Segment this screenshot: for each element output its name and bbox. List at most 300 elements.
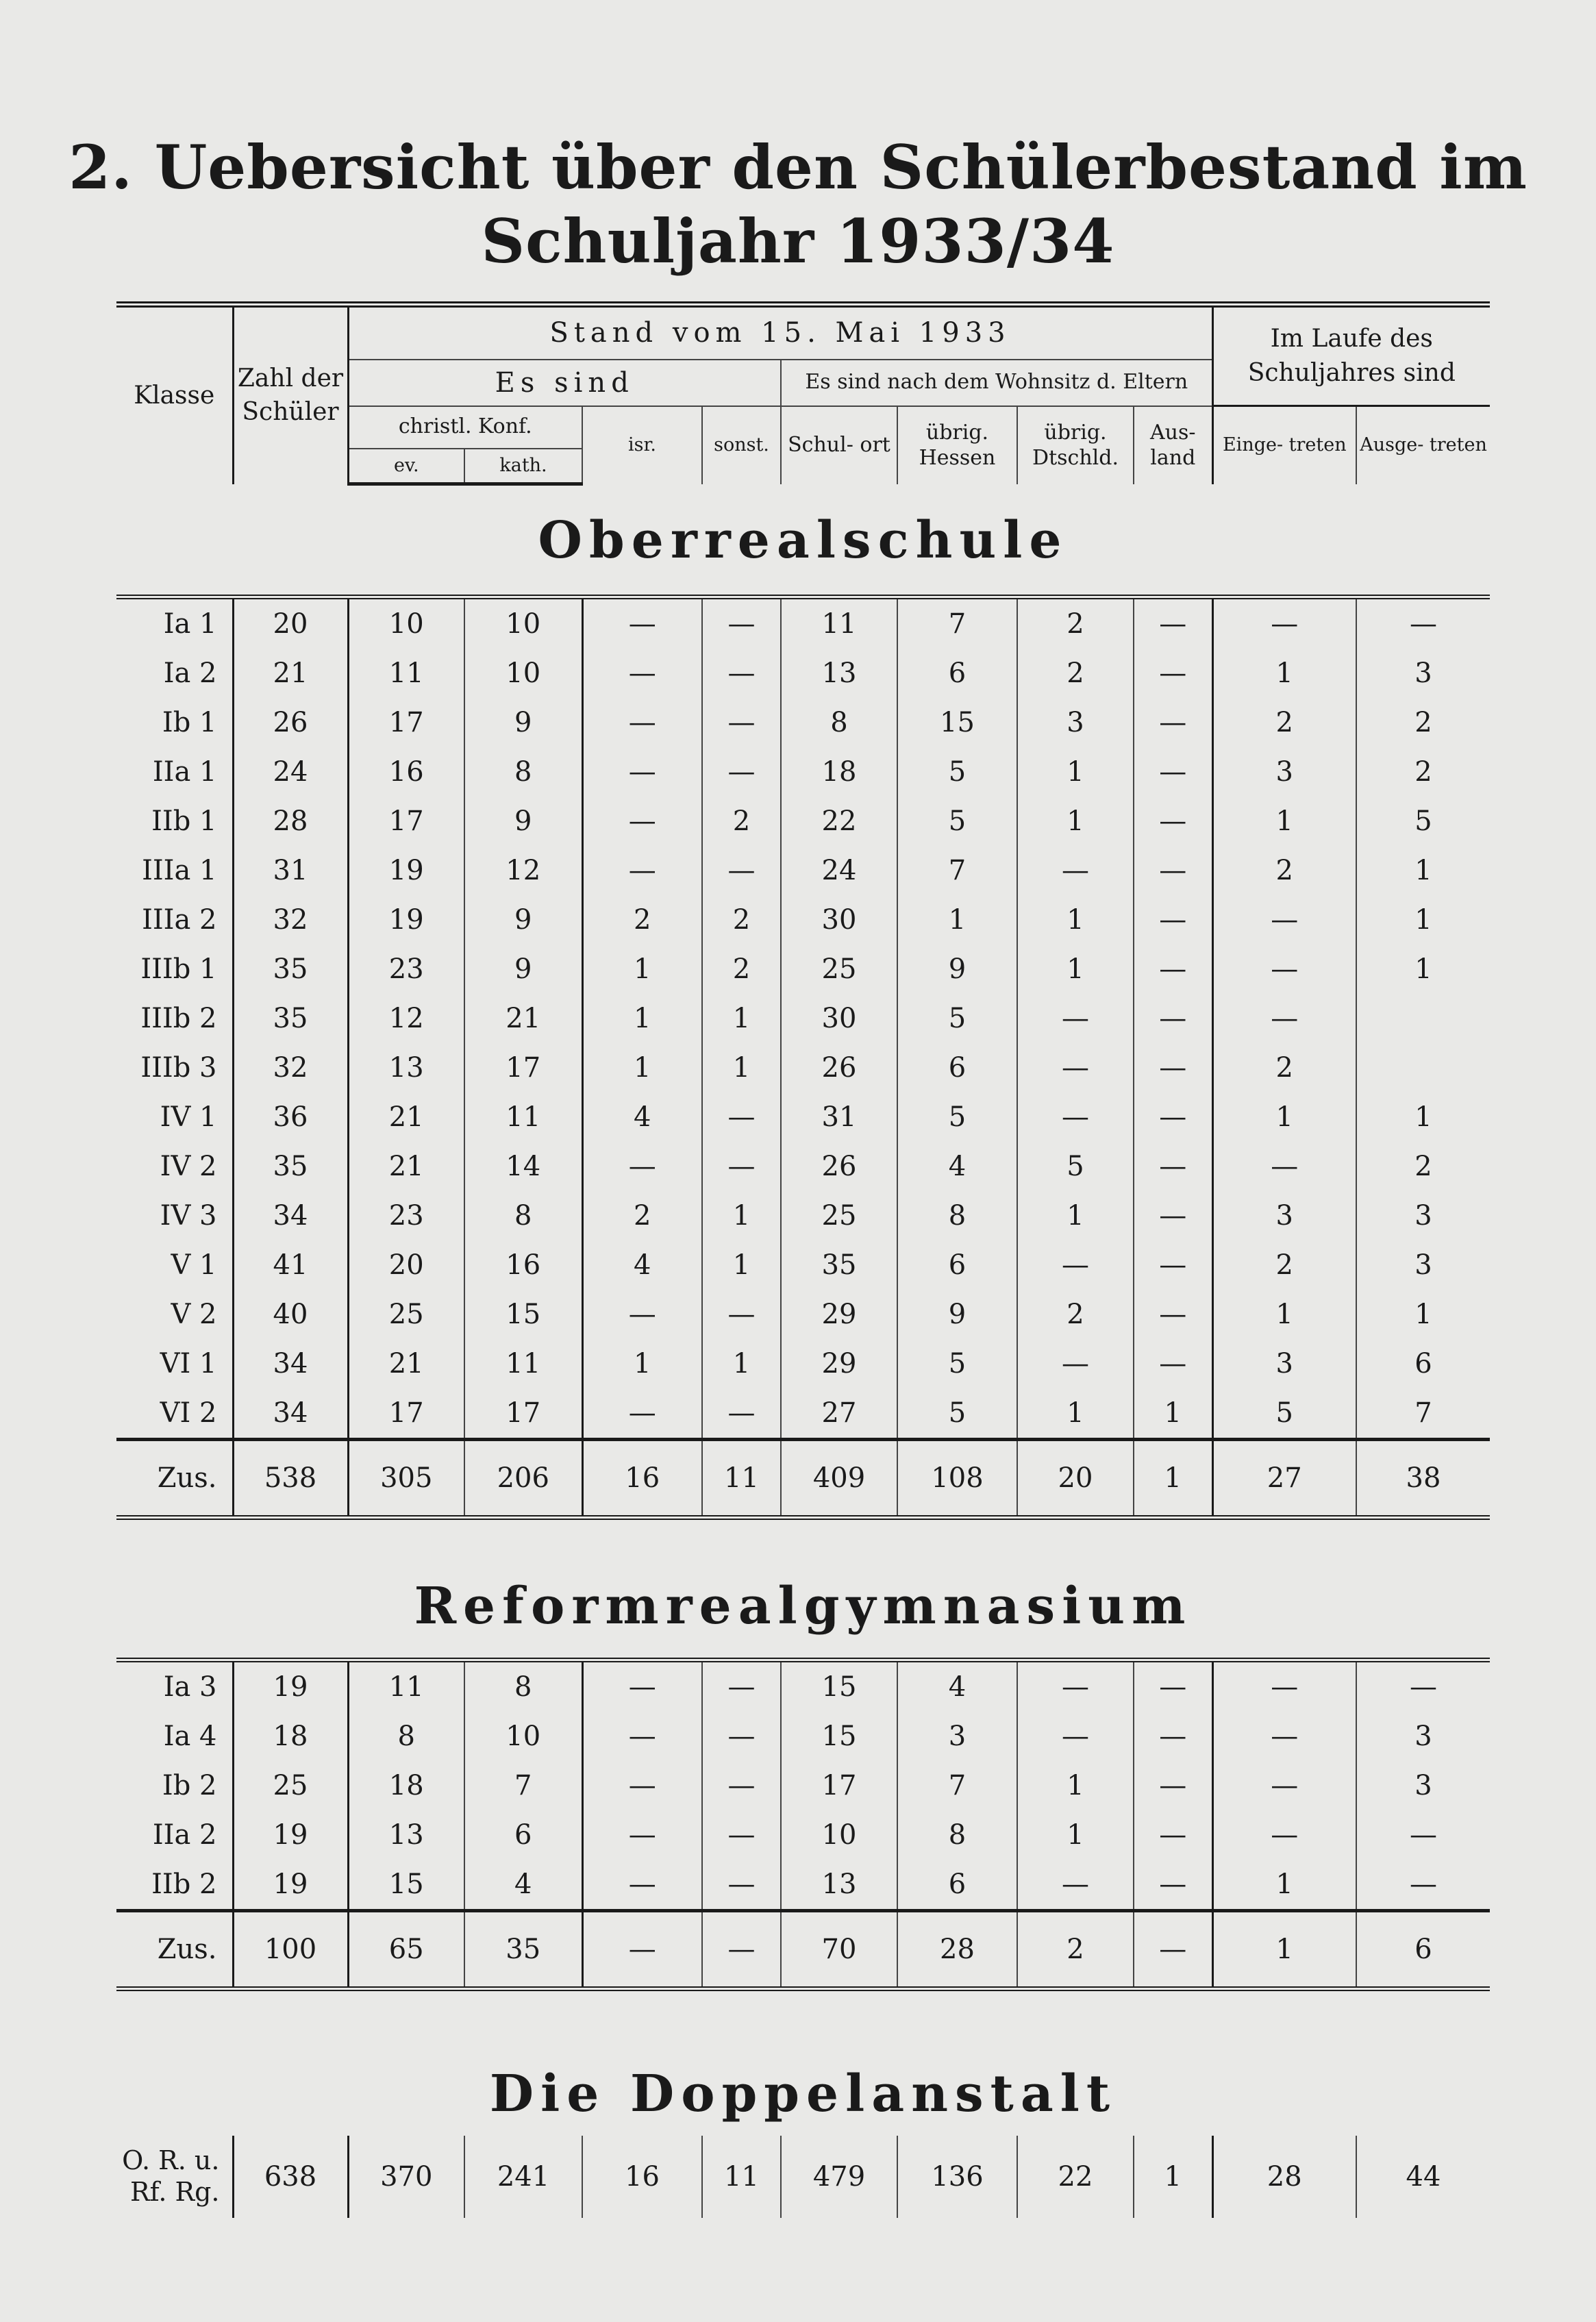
table-cell: — <box>1134 1660 1212 1712</box>
table-cell: 3 <box>1356 1191 1490 1240</box>
table-cell: 1 <box>702 1339 781 1388</box>
table-cell: 9 <box>464 797 582 846</box>
table-cell: — <box>1017 1339 1134 1388</box>
table-cell: 8 <box>348 1712 464 1761</box>
table-cell: — <box>582 1388 702 1440</box>
header-isr: isr. <box>582 406 702 484</box>
table-cell: 8 <box>464 1660 582 1712</box>
header-wohnsitz: Es sind nach dem Wohnsitz d. Eltern <box>781 360 1212 406</box>
header-uebrig-hessen: übrig. Hessen <box>897 406 1017 484</box>
class-label: V 2 <box>171 1299 217 1330</box>
sum-cell: 206 <box>464 1440 582 1518</box>
header-im-laufe: Im Laufe des Schuljahres sind <box>1212 305 1490 406</box>
table-cell: — <box>1134 1290 1212 1339</box>
table-cell: 17 <box>348 797 464 846</box>
table-cell: 2 <box>582 1191 702 1240</box>
table-cell: 11 <box>702 2136 781 2218</box>
class-label: IV 3 <box>160 1200 217 1232</box>
table-cell: 19 <box>233 1810 348 1860</box>
table-cell: 9 <box>464 895 582 945</box>
table-cell: — <box>1134 1712 1212 1761</box>
table-cell: — <box>582 747 702 797</box>
table-cell: 24 <box>233 747 348 797</box>
class-label: Ia 1 <box>163 608 217 640</box>
section-title-oberrealschule: Oberrealschule <box>538 511 1069 570</box>
table-cell: — <box>702 1388 781 1440</box>
table-cell: 1 <box>1356 1290 1490 1339</box>
table-cell: 25 <box>781 945 897 994</box>
class-label: IIIa 2 <box>142 904 217 936</box>
table-cell: 15 <box>348 1860 464 1911</box>
table-row <box>116 1191 1490 1240</box>
table-cell: 22 <box>781 797 897 846</box>
doppel-label-line2: Rf. Rg. <box>130 2177 220 2207</box>
table-cell: 11 <box>781 597 897 649</box>
table-cell: 1 <box>1212 797 1356 846</box>
table-row <box>116 747 1490 797</box>
sum-cell: 65 <box>348 1911 464 1989</box>
table-cell: — <box>702 1810 781 1860</box>
table-row <box>116 1860 1490 1911</box>
table-cell: 638 <box>233 2136 348 2218</box>
table-cell: 1 <box>1017 1761 1134 1810</box>
table-cell: 9 <box>464 698 582 747</box>
table-cell: — <box>1356 1810 1490 1860</box>
table-cell: 2 <box>1356 747 1490 797</box>
table-cell: 16 <box>348 747 464 797</box>
table-cell: 3 <box>897 1712 1017 1761</box>
sum-cell: 38 <box>1356 1440 1490 1518</box>
table-row <box>116 1142 1490 1191</box>
table-cell: 19 <box>233 1660 348 1712</box>
table-cell: 5 <box>1212 1388 1356 1440</box>
table-cell: 15 <box>781 1712 897 1761</box>
table-cell: 32 <box>233 895 348 945</box>
class-label: Ia 3 <box>163 1671 217 1703</box>
table-cell: 17 <box>464 1388 582 1440</box>
table-cell: — <box>1017 1093 1134 1142</box>
doppel-label <box>116 2136 233 2218</box>
table-row <box>116 846 1490 895</box>
table-cell: 19 <box>233 1860 348 1911</box>
sum-cell: 70 <box>781 1911 897 1989</box>
table-cell: 35 <box>781 1240 897 1290</box>
sum-cell: 11 <box>702 1440 781 1518</box>
table-cell: 2 <box>1212 698 1356 747</box>
table-cell: 1 <box>1212 1860 1356 1911</box>
table-cell: 36 <box>233 1093 348 1142</box>
table-cell: — <box>1134 597 1212 649</box>
header-schulort: Schul- ort <box>781 406 897 484</box>
table-cell: 35 <box>233 945 348 994</box>
sum-cell: 16 <box>582 1440 702 1518</box>
table-cell: 1 <box>1017 747 1134 797</box>
table-cell: 3 <box>1356 1712 1490 1761</box>
table-cell <box>1356 994 1490 1043</box>
table-cell: 7 <box>897 846 1017 895</box>
class-label: IV 2 <box>160 1151 217 1182</box>
table-cell: 2 <box>1017 1290 1134 1339</box>
table-cell: 2 <box>1356 1142 1490 1191</box>
table-cell: 5 <box>897 1339 1017 1388</box>
section-title-doppelanstalt: Die Doppelanstalt <box>489 2064 1117 2123</box>
header-christl: christl. Konf. <box>348 406 582 449</box>
table-cell: 17 <box>781 1761 897 1810</box>
table-cell: 9 <box>897 1290 1017 1339</box>
table-cell: 5 <box>897 1093 1017 1142</box>
table-cell: — <box>1134 698 1212 747</box>
table-cell: — <box>1212 1660 1356 1712</box>
table-cell: 16 <box>464 1240 582 1290</box>
table-row <box>116 1290 1490 1339</box>
table-cell: 6 <box>897 1043 1017 1093</box>
table-cell: 1 <box>1017 895 1134 945</box>
table-cell: 26 <box>233 698 348 747</box>
table-cell: 1 <box>1356 895 1490 945</box>
table-cell: 15 <box>781 1660 897 1712</box>
sum-cell: — <box>702 1911 781 1989</box>
table-cell: 2 <box>1212 846 1356 895</box>
table-cell: 20 <box>233 597 348 649</box>
table-cell: 21 <box>348 1339 464 1388</box>
table-cell: 23 <box>348 1191 464 1240</box>
table-cell: 10 <box>348 597 464 649</box>
table-cell: 1 <box>702 1043 781 1093</box>
table-cell: — <box>1134 846 1212 895</box>
table-cell: 1 <box>1134 1388 1212 1440</box>
table-cell: — <box>702 649 781 698</box>
table-cell: — <box>582 1860 702 1911</box>
table-cell: — <box>702 1660 781 1712</box>
table-cell: — <box>1134 1043 1212 1093</box>
table-cell: 1 <box>582 1339 702 1388</box>
table-cell: 32 <box>233 1043 348 1093</box>
table-cell: 11 <box>348 1660 464 1712</box>
class-label: IIa 2 <box>152 1819 217 1851</box>
table-cell: 25 <box>781 1191 897 1240</box>
sum-cell: 305 <box>348 1440 464 1518</box>
header-kath: kath. <box>464 449 582 484</box>
table-cell: 1 <box>582 945 702 994</box>
table-cell: 20 <box>348 1240 464 1290</box>
sum-cell: 2 <box>1017 1911 1134 1989</box>
sum-row <box>116 1440 1490 1518</box>
table-cell: 10 <box>781 1810 897 1860</box>
table-cell: 3 <box>1356 1240 1490 1290</box>
table-cell: — <box>1212 895 1356 945</box>
table-cell: 3 <box>1212 1191 1356 1240</box>
table-cell: 15 <box>464 1290 582 1339</box>
table-cell: — <box>1134 649 1212 698</box>
table-row <box>116 1339 1490 1388</box>
table-cell: 10 <box>464 1712 582 1761</box>
table-cell: — <box>1134 1339 1212 1388</box>
table-cell: 21 <box>464 994 582 1043</box>
table-cell: 35 <box>233 994 348 1043</box>
table-cell: — <box>702 1761 781 1810</box>
table-cell: 21 <box>348 1142 464 1191</box>
table-cell: 479 <box>781 2136 897 2218</box>
table-cell: 29 <box>781 1339 897 1388</box>
table-cell: 1 <box>1017 1191 1134 1240</box>
table-cell: 26 <box>781 1043 897 1093</box>
table-cell: 2 <box>702 895 781 945</box>
table-cell: 30 <box>781 994 897 1043</box>
table-cell: 6 <box>897 1240 1017 1290</box>
table-cell: 23 <box>348 945 464 994</box>
table-cell: 241 <box>464 2136 582 2218</box>
table-cell: — <box>1356 1660 1490 1712</box>
table-cell: 1 <box>582 994 702 1043</box>
table-row <box>116 698 1490 747</box>
table-cell: 13 <box>348 1043 464 1093</box>
table-cell: 6 <box>897 1860 1017 1911</box>
table-row <box>116 945 1490 994</box>
table-cell: 41 <box>233 1240 348 1290</box>
table-cell: 1 <box>1017 945 1134 994</box>
table-cell: 4 <box>582 1093 702 1142</box>
table-cell: 4 <box>464 1860 582 1911</box>
table-row <box>116 1761 1490 1810</box>
table-cell: 17 <box>464 1043 582 1093</box>
table-cell: — <box>582 797 702 846</box>
doppel-label-line1: O. R. u. <box>122 2145 220 2176</box>
table-cell: 21 <box>348 1093 464 1142</box>
table-cell: 13 <box>348 1810 464 1860</box>
table-cell: 1 <box>1212 1093 1356 1142</box>
table-cell <box>1356 1043 1490 1093</box>
table-cell: — <box>582 597 702 649</box>
header-sonst: sonst. <box>702 406 781 484</box>
table-cell: — <box>1134 747 1212 797</box>
table-cell: 1 <box>1017 1810 1134 1860</box>
sum-cell: — <box>582 1911 702 1989</box>
table-cell: 17 <box>348 1388 464 1440</box>
table-cell: 1 <box>1212 649 1356 698</box>
table-cell: 8 <box>464 747 582 797</box>
table-cell: 5 <box>897 797 1017 846</box>
table-cell: 136 <box>897 2136 1017 2218</box>
table-cell: 3 <box>1356 649 1490 698</box>
table-cell: — <box>1134 994 1212 1043</box>
table-cell: — <box>1134 945 1212 994</box>
table-cell: — <box>702 1142 781 1191</box>
table-cell: 30 <box>781 895 897 945</box>
table-cell: 8 <box>897 1810 1017 1860</box>
table-cell: 2 <box>1356 698 1490 747</box>
table-oberrealschule <box>116 595 1490 1520</box>
sum-cell: 27 <box>1212 1440 1356 1518</box>
header-stand: Stand vom 15. Mai 1933 <box>348 305 1212 360</box>
table-cell: 2 <box>702 797 781 846</box>
table-row <box>116 895 1490 945</box>
table-cell: 6 <box>464 1810 582 1860</box>
sum-cell: 1 <box>1212 1911 1356 1989</box>
table-row <box>116 1712 1490 1761</box>
table-cell: 34 <box>233 1339 348 1388</box>
table-cell: — <box>1134 1191 1212 1240</box>
table-cell: 19 <box>348 846 464 895</box>
table-row <box>116 797 1490 846</box>
class-label: Ia 2 <box>163 658 217 689</box>
sum-cell: — <box>1134 1911 1212 1989</box>
table-cell: — <box>1212 1712 1356 1761</box>
table-cell: 3 <box>1212 1339 1356 1388</box>
table-cell: — <box>1017 994 1134 1043</box>
table-cell: 5 <box>897 747 1017 797</box>
table-cell: 7 <box>464 1761 582 1810</box>
header-es-sind: Es sind <box>348 360 781 406</box>
table-cell: — <box>582 1290 702 1339</box>
table-cell: 4 <box>897 1142 1017 1191</box>
class-label: IV 1 <box>160 1101 217 1133</box>
table-cell: 5 <box>897 994 1017 1043</box>
table-cell: 3 <box>1212 747 1356 797</box>
table-cell: — <box>1134 1093 1212 1142</box>
table-cell: 18 <box>233 1712 348 1761</box>
sum-cell: 35 <box>464 1911 582 1989</box>
table-cell: — <box>1134 1761 1212 1810</box>
table-cell: — <box>582 1761 702 1810</box>
sum-cell: 6 <box>1356 1911 1490 1989</box>
table-row <box>116 1240 1490 1290</box>
table-row <box>116 1043 1490 1093</box>
table-cell: — <box>1212 597 1356 649</box>
header-uebrig-dtschld: übrig. Dtschld. <box>1017 406 1134 484</box>
table-cell: 18 <box>781 747 897 797</box>
table-cell: — <box>1017 1712 1134 1761</box>
table-cell: 2 <box>582 895 702 945</box>
table-row <box>116 1810 1490 1860</box>
table-cell: 370 <box>348 2136 464 2218</box>
table-cell: 6 <box>897 649 1017 698</box>
table-cell: 5 <box>1356 797 1490 846</box>
table-cell: 1 <box>1356 945 1490 994</box>
class-label: IIa 1 <box>152 756 217 788</box>
sum-cell: 20 <box>1017 1440 1134 1518</box>
table-cell: 8 <box>897 1191 1017 1240</box>
table-cell: 21 <box>233 649 348 698</box>
table-cell: — <box>582 1712 702 1761</box>
table-cell: 9 <box>897 945 1017 994</box>
table-cell: 2 <box>1017 649 1134 698</box>
table-cell: 6 <box>1356 1339 1490 1388</box>
table-cell: — <box>1017 1660 1134 1712</box>
class-label: Ia 4 <box>163 1721 217 1752</box>
table-cell: — <box>582 846 702 895</box>
class-label: V 1 <box>171 1249 217 1281</box>
table-cell: 25 <box>233 1761 348 1810</box>
sum-cell: 409 <box>781 1440 897 1518</box>
sum-row <box>116 1911 1490 1989</box>
table-cell: — <box>1017 1240 1134 1290</box>
table-cell: 10 <box>464 649 582 698</box>
table-cell: 44 <box>1356 2136 1490 2218</box>
table-cell: — <box>1017 846 1134 895</box>
table-cell: 31 <box>233 846 348 895</box>
table-cell: 18 <box>348 1761 464 1810</box>
section-title-reformrealgymnasium: Reformrealgymnasium <box>414 1577 1193 1636</box>
table-cell: 5 <box>1017 1142 1134 1191</box>
table-cell: 31 <box>781 1093 897 1142</box>
class-label: Ib 2 <box>162 1770 217 1801</box>
table-cell: — <box>582 649 702 698</box>
table-cell: — <box>1134 1240 1212 1290</box>
table-cell: — <box>702 1712 781 1761</box>
table-cell: — <box>582 1810 702 1860</box>
table-cell: 40 <box>233 1290 348 1339</box>
table-cell: 1 <box>1017 797 1134 846</box>
class-label: VI 1 <box>160 1348 217 1380</box>
table-cell: — <box>702 1093 781 1142</box>
table-cell: 29 <box>781 1290 897 1339</box>
table-cell: 2 <box>1017 597 1134 649</box>
table-row <box>116 1388 1490 1440</box>
table-cell: — <box>702 1290 781 1339</box>
sum-cell: 538 <box>233 1440 348 1518</box>
table-row <box>116 649 1490 698</box>
sum-cell: 108 <box>897 1440 1017 1518</box>
class-label: IIIa 1 <box>142 855 217 886</box>
class-label: Ib 1 <box>162 707 217 738</box>
table-cell: 1 <box>702 1191 781 1240</box>
table-cell: 3 <box>1356 1761 1490 1810</box>
table-cell: 13 <box>781 1860 897 1911</box>
page-title-line2: Schuljahr 1933/34 <box>481 205 1115 277</box>
table-cell: 34 <box>233 1191 348 1240</box>
table-row <box>116 597 1490 649</box>
table-cell: — <box>702 747 781 797</box>
table-reformrealgymnasium <box>116 1658 1490 1991</box>
table-cell: 11 <box>464 1093 582 1142</box>
table-cell: 1 <box>897 895 1017 945</box>
table-cell: 26 <box>781 1142 897 1191</box>
class-label: IIIb 1 <box>140 953 217 985</box>
table-cell: 35 <box>233 1142 348 1191</box>
header-ausgetreten: Ausge- treten <box>1356 406 1490 484</box>
table-cell: — <box>1017 1860 1134 1911</box>
table-cell: — <box>1212 1142 1356 1191</box>
table-cell: 1 <box>1017 1388 1134 1440</box>
table-cell: — <box>1212 994 1356 1043</box>
table-cell: 1 <box>1356 1093 1490 1142</box>
header-ausland: Aus- land <box>1134 406 1212 484</box>
table-cell: — <box>1212 1810 1356 1860</box>
table-cell: — <box>1212 1761 1356 1810</box>
sum-label: Zus. <box>116 1911 233 1989</box>
class-label: IIIb 2 <box>140 1003 217 1034</box>
table-cell: 8 <box>464 1191 582 1240</box>
table-cell: 12 <box>348 994 464 1043</box>
table-cell: 14 <box>464 1142 582 1191</box>
header-klasse: Klasse <box>134 382 215 410</box>
table-cell: 19 <box>348 895 464 945</box>
table-cell: — <box>1134 895 1212 945</box>
table-cell: — <box>702 698 781 747</box>
table-cell: — <box>1134 1860 1212 1911</box>
table-cell: 10 <box>464 597 582 649</box>
table-cell: 4 <box>582 1240 702 1290</box>
table-doppelanstalt <box>116 2136 1490 2218</box>
class-label: IIb 2 <box>151 1869 217 1900</box>
table-cell: — <box>582 1660 702 1712</box>
table-row <box>116 1093 1490 1142</box>
table-cell: 7 <box>1356 1388 1490 1440</box>
table-cell: 34 <box>233 1388 348 1440</box>
table-cell: 11 <box>464 1339 582 1388</box>
table-cell: 17 <box>348 698 464 747</box>
table-cell: — <box>702 1860 781 1911</box>
